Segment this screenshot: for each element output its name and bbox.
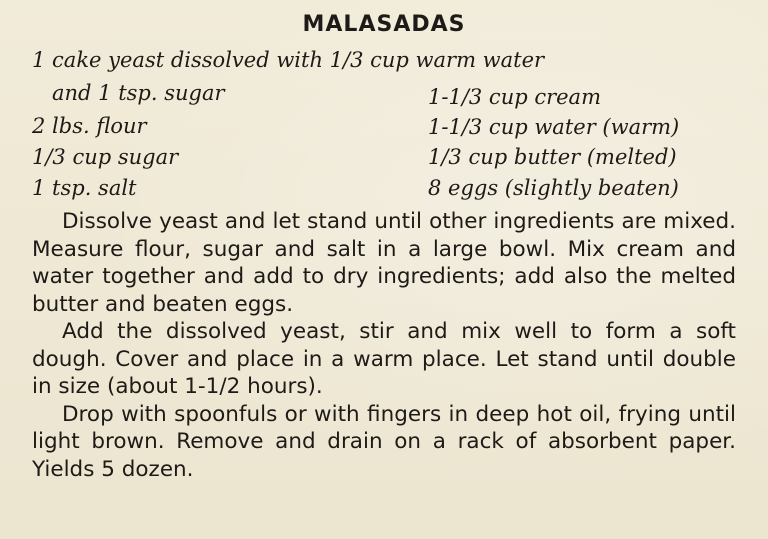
directions [32,208,736,483]
direction-paragraph-2: Add the dissolved yeast, stir and mix well to form a soft dough. Cover and place in a warm place. Let stand until double in size (about 1-1/2 hours). [32,319,736,399]
direction-paragraph-1: Dissolve yeast and let stand until other ingredients are mixed. Measure flour, sugar and salt in a large bowl. Mix cream and water together and add to dry ingredients; add also the melted butter and beaten eggs. [32,209,736,317]
recipe-title: MALASADAS [302,12,466,37]
ingredient-sugar: 1/3 cup sugar [32,145,179,169]
ingredient-line-yeast-sugar: and 1 tsp. sugar [52,81,225,105]
direction-paragraph-3: Drop with spoonfuls or with fingers in deep hot oil, frying until light brown. Remove and drain on a rack of absorbent paper. Yields 5 dozen. [32,401,736,482]
ingredient-line-yeast: 1 cake yeast dissolved with 1/3 cup warm water [32,48,545,72]
ingredient-water: 1-1/3 cup water (warm) [428,115,680,139]
ingredient-butter: 1/3 cup butter (melted) [428,145,677,169]
ingredient-salt: 1 tsp. salt [32,176,137,200]
ingredient-eggs: 8 eggs (slightly beaten) [428,176,679,200]
ingredient-flour: 2 lbs. flour [32,114,147,138]
ingredient-cream: 1-1/3 cup cream [428,85,601,109]
